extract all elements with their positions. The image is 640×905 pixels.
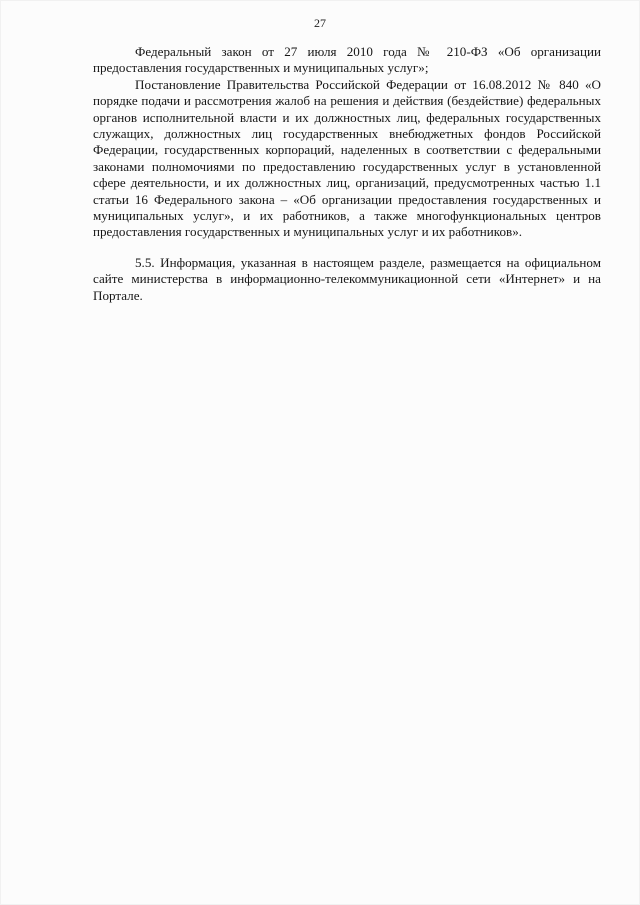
paragraph-government-decree: Постановление Правительства Российской Федерации от 16.08.2012 № 840 «О порядке подачи и рассмотрения жалоб на решения и действия (бездействие) федеральных органов исполнительной власти и их должностных лиц, федеральных государственных служащих, должностных лиц государственных внебюджетных фондов Российской Федерации, государственных корпораций, наделенных в соответствии с федеральными законами полномочиями по предоставлению государственных услуг в установленной сфере деятельности, и их должностных лиц, организаций, предусмотренных частью 1.1 статьи 16 Федерального закона – «Об организации предоставления государственных и муниципальных услуг», и их работников, а также многофункциональных центров предоставления государственных и муниципальных услуг и их работников». xyxy=(93,76,601,240)
page-number: 27 xyxy=(314,16,326,30)
document-body xyxy=(93,44,601,304)
paragraph-federal-law: Федеральный закон от 27 июля 2010 года № 210-ФЗ «Об организации предоставления государственных и муниципальных услуг»; xyxy=(93,44,601,76)
paragraph-section-5-5: 5.5. Информация, указанная в настоящем разделе, размещается на официальном сайте министерства в информационно-телекоммуникационной сети «Интернет» и на Портале. xyxy=(93,254,601,303)
